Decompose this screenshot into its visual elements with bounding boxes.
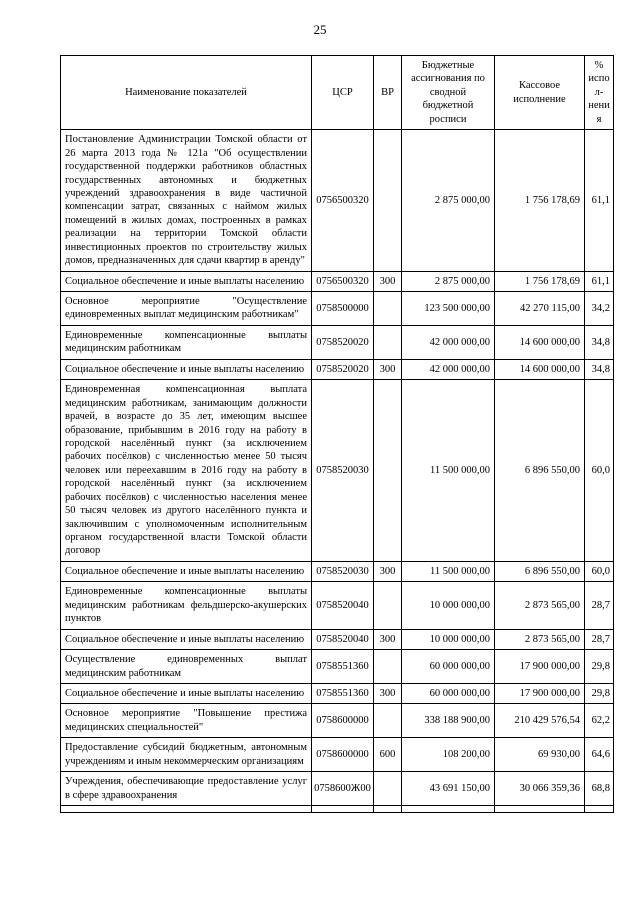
partial-next-row (61, 806, 614, 813)
cell-indicator-name: Социальное обеспечение и иные выплаты населению (61, 629, 312, 649)
cell-cash: 2 873 565,00 (495, 582, 585, 629)
cell-vr (374, 325, 402, 359)
cell-vr (374, 806, 402, 813)
cell-cash: 6 896 550,00 (495, 561, 585, 581)
cell-cash: 1 756 178,69 (495, 271, 585, 291)
cell-vr (374, 704, 402, 738)
cell-indicator-name: Единовременная компенсационная выплата медицинским работникам, занимающим должности врачей, в возрасте до 35 лет, имеющим высшее образование, прибывшим в 2016 году на работу в городской населённый пункт (за исключением рабочих посёлков) с численностью менее 50 тысяч человек или переехавшим в 2016 году на работу в городской населённый пункт (за исключением рабочих посёлков) с численностью населения менее 50 тысяч человек из другого населённого пункта и заключившим с уполномоченным исполнительным органом государственной власти Томской области договор (61, 380, 312, 562)
cell-budget: 60 000 000,00 (402, 683, 495, 703)
cell-cash: 69 930,00 (495, 738, 585, 772)
cell-percent: 34,2 (585, 292, 614, 326)
table-row (61, 629, 614, 649)
column-header-percent-execution (585, 56, 614, 130)
cell-cash: 42 270 115,00 (495, 292, 585, 326)
cell-budget: 42 000 000,00 (402, 359, 495, 379)
cell-vr: 300 (374, 683, 402, 703)
cell-cash: 1 756 178,69 (495, 130, 585, 271)
cell-budget: 10 000 000,00 (402, 582, 495, 629)
percent-header-line: нения (588, 100, 610, 125)
cell-indicator-name (61, 806, 312, 813)
table-row (61, 582, 614, 629)
column-header-indicator-name: Наименование показателей (61, 56, 312, 130)
cell-vr (374, 380, 402, 562)
cell-csr: 0758500000 (312, 292, 374, 326)
cell-indicator-name: Социальное обеспечение и иные выплаты населению (61, 561, 312, 581)
cell-vr: 600 (374, 738, 402, 772)
cell-percent: 34,8 (585, 359, 614, 379)
cell-percent (585, 806, 614, 813)
cell-indicator-name: Постановление Администрации Томской области от 26 марта 2013 года № 121а "Об осуществлении государственной поддержки работников областных государственных автономных и бюджетных учреждений здравоохранения в виде частичной компенсации затрат, связанных с наймом жилых помещений в жилых домах, построенных в рамках реализации на территории Томской области инвестиционных проектов по строительству жилых домов, предназначенных для сдачи квартир в аренду" (61, 130, 312, 271)
cell-percent: 62,2 (585, 704, 614, 738)
table-row (61, 359, 614, 379)
cell-cash: 2 873 565,00 (495, 629, 585, 649)
cell-cash: 14 600 000,00 (495, 359, 585, 379)
cell-budget: 11 500 000,00 (402, 561, 495, 581)
cell-vr: 300 (374, 271, 402, 291)
cell-budget: 42 000 000,00 (402, 325, 495, 359)
cell-percent: 28,7 (585, 582, 614, 629)
cell-percent: 61,1 (585, 271, 614, 291)
column-header-budget-allocations: Бюджетные ассигнования по сводной бюджетной росписи (402, 56, 495, 130)
cell-budget: 338 188 900,00 (402, 704, 495, 738)
table-row (61, 704, 614, 738)
table-row (61, 561, 614, 581)
table-row (61, 130, 614, 271)
cell-indicator-name: Социальное обеспечение и иные выплаты населению (61, 271, 312, 291)
table-body (61, 130, 614, 806)
cell-csr: 0758520040 (312, 629, 374, 649)
table-row (61, 325, 614, 359)
table-row (61, 292, 614, 326)
column-header-csr: ЦСР (312, 56, 374, 130)
cell-indicator-name: Социальное обеспечение и иные выплаты населению (61, 359, 312, 379)
cell-percent: 60,0 (585, 561, 614, 581)
cell-percent: 29,8 (585, 650, 614, 684)
column-header-vr: ВР (374, 56, 402, 130)
table-row-partial (61, 806, 614, 813)
cell-csr: 0758551360 (312, 683, 374, 703)
cell-budget: 2 875 000,00 (402, 271, 495, 291)
table-row (61, 772, 614, 806)
cell-percent: 61,1 (585, 130, 614, 271)
cell-csr: 0758520020 (312, 359, 374, 379)
cell-indicator-name: Предоставление субсидий бюджетным, автономным учреждениям и иным некоммерческим организациям (61, 738, 312, 772)
cell-cash: 14 600 000,00 (495, 325, 585, 359)
cell-vr (374, 582, 402, 629)
cell-indicator-name: Основное мероприятие "Осуществление единовременных выплат медицинским работникам" (61, 292, 312, 326)
cell-cash: 6 896 550,00 (495, 380, 585, 562)
cell-vr (374, 292, 402, 326)
cell-csr: 0758520040 (312, 582, 374, 629)
cell-cash: 30 066 359,36 (495, 772, 585, 806)
cell-vr: 300 (374, 359, 402, 379)
cell-budget (402, 806, 495, 813)
cell-budget: 123 500 000,00 (402, 292, 495, 326)
cell-csr: 0758551360 (312, 650, 374, 684)
cell-budget: 60 000 000,00 (402, 650, 495, 684)
cell-vr (374, 650, 402, 684)
cell-csr: 0756500320 (312, 130, 374, 271)
cell-vr (374, 772, 402, 806)
percent-header-line: % (594, 60, 604, 71)
budget-table (60, 55, 614, 813)
cell-indicator-name: Учреждения, обеспечивающие предоставление услуг в сфере здравоохранения (61, 772, 312, 806)
cell-percent: 68,8 (585, 772, 614, 806)
cell-percent: 60,0 (585, 380, 614, 562)
cell-budget: 43 691 150,00 (402, 772, 495, 806)
percent-header-line: испол- (588, 73, 610, 98)
cell-cash: 210 429 576,54 (495, 704, 585, 738)
table-row (61, 380, 614, 562)
page-number: 25 (313, 22, 327, 37)
cell-indicator-name: Единовременные компенсационные выплаты медицинским работникам (61, 325, 312, 359)
cell-cash: 17 900 000,00 (495, 683, 585, 703)
cell-csr: 0758600000 (312, 738, 374, 772)
cell-percent: 29,8 (585, 683, 614, 703)
cell-budget: 10 000 000,00 (402, 629, 495, 649)
cell-percent: 34,8 (585, 325, 614, 359)
cell-vr: 300 (374, 629, 402, 649)
table-header (61, 56, 614, 130)
cell-csr: 0758520030 (312, 380, 374, 562)
table-row (61, 271, 614, 291)
cell-csr: 0758600000 (312, 704, 374, 738)
cell-csr: 0758520030 (312, 561, 374, 581)
cell-indicator-name: Единовременные компенсационные выплаты медицинским работникам фельдшерско-акушерских пунктов (61, 582, 312, 629)
cell-csr (312, 806, 374, 813)
cell-csr: 0758600Ж00 (312, 772, 374, 806)
cell-indicator-name: Основное мероприятие "Повышение престижа медицинских специальностей" (61, 704, 312, 738)
cell-cash: 17 900 000,00 (495, 650, 585, 684)
table-row (61, 650, 614, 684)
table-row (61, 683, 614, 703)
cell-indicator-name: Осуществление единовременных выплат медицинским работникам (61, 650, 312, 684)
cell-vr: 300 (374, 561, 402, 581)
header-row (61, 56, 614, 130)
cell-indicator-name: Социальное обеспечение и иные выплаты населению (61, 683, 312, 703)
cell-cash (495, 806, 585, 813)
table-row (61, 738, 614, 772)
cell-vr (374, 130, 402, 271)
cell-percent: 64,6 (585, 738, 614, 772)
cell-budget: 108 200,00 (402, 738, 495, 772)
cell-csr: 0756500320 (312, 271, 374, 291)
cell-csr: 0758520020 (312, 325, 374, 359)
cell-budget: 2 875 000,00 (402, 130, 495, 271)
column-header-cash-execution: Кассовое исполнение (495, 56, 585, 130)
cell-budget: 11 500 000,00 (402, 380, 495, 562)
cell-percent: 28,7 (585, 629, 614, 649)
